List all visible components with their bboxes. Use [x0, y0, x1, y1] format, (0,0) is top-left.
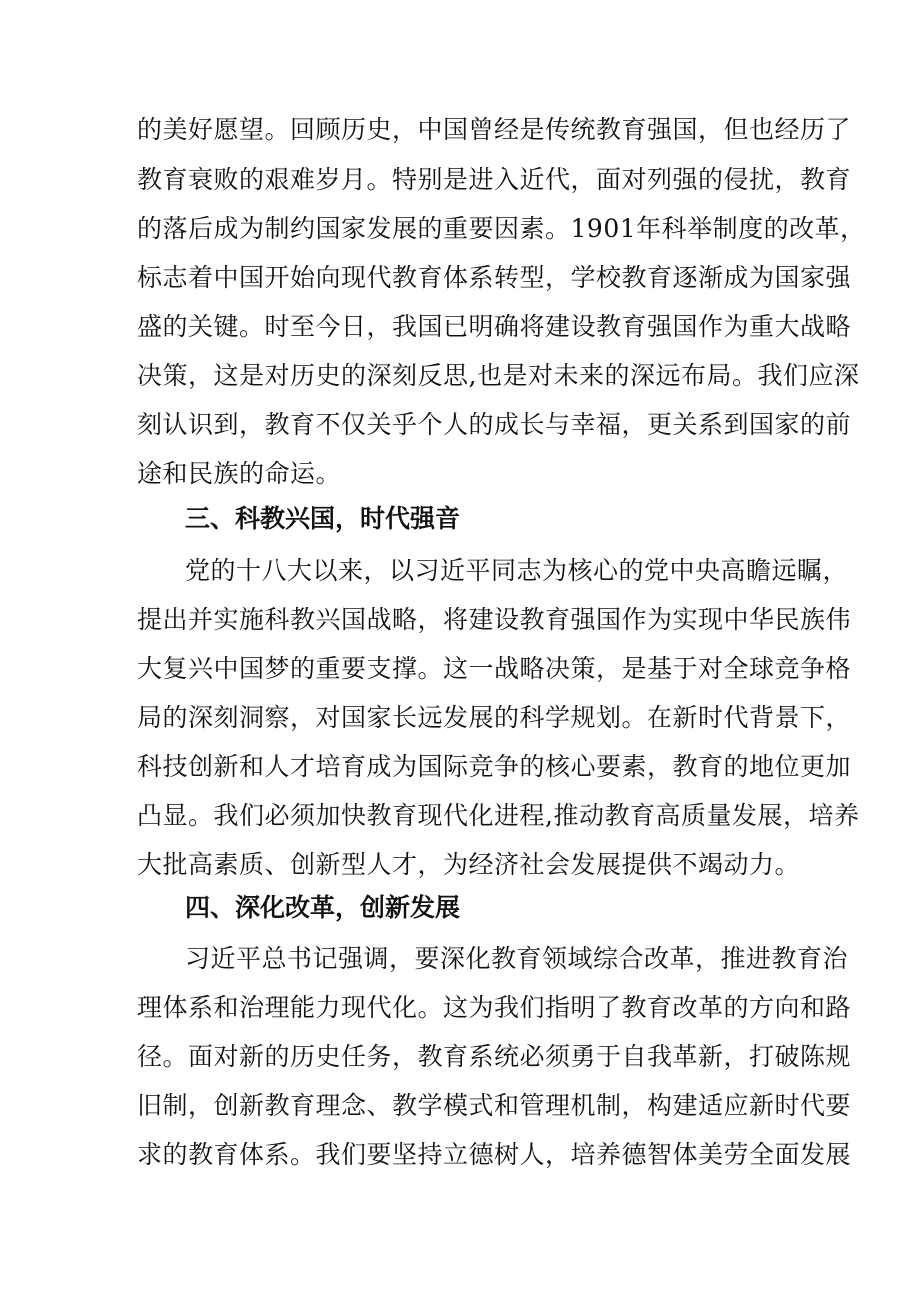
paragraph-line: 大批高素质、创新型人才，为经济社会发展提供不竭动力。: [137, 850, 801, 879]
paragraph-line: 决策，这是对历史的深刻反思,也是对未来的深远布局。我们应深: [137, 361, 860, 390]
paragraph-line: 科技创新和人才培育成为国际竞争的核心要素，教育的地位更加: [137, 752, 852, 781]
paragraph-line: 途和民族的命运。: [137, 459, 342, 488]
paragraph-line: 大复兴中国梦的重要支撑。这一战略决策，是基于对全球竞争格: [137, 654, 852, 683]
paragraph-line: 盛的关键。时至今日，我国已明确将建设教育强国作为重大战略: [137, 312, 852, 341]
paragraph-line: 凸显。我们必须加快教育现代化进程,推动教育高质量发展，培养: [137, 801, 860, 830]
paragraph-line: 理体系和治理能力现代化。这为我们指明了教育改革的方向和路: [137, 993, 852, 1022]
paragraph-line: 旧制，创新教育理念、教学模式和管理机制，构建适应新时代要: [137, 1091, 852, 1120]
paragraph-line: 习近平总书记强调，要深化教育领域综合改革，推进教育治: [185, 944, 849, 973]
section-heading: 三、科教兴国，时代强音: [185, 504, 461, 533]
paragraph-line: 刻认识到，教育不仅关乎个人的成长与幸福，更关系到国家的前: [137, 410, 852, 439]
paragraph-line: 径。面对新的历史任务，教育系统必须勇于自我革新，打破陈规: [137, 1042, 852, 1071]
section-heading: 四、深化改革，创新发展: [185, 893, 461, 922]
paragraph-line: 标志着中国开始向现代教育体系转型，学校教育逐渐成为国家强: [137, 263, 852, 292]
paragraph-line: 党的十八大以来，以习近平同志为核心的党中央高瞻远瞩，: [185, 556, 849, 585]
paragraph-line: 的落后成为制约国家发展的重要因素。1901年科举制度的改革，: [137, 214, 866, 243]
paragraph-line: 局的深刻洞察，对国家长远发展的科学规划。在新时代背景下，: [137, 703, 852, 732]
paragraph-line: 教育衰败的艰难岁月。特别是进入近代，面对列强的侵扰，教育: [137, 165, 852, 194]
paragraph-line: 的美好愿望。回顾历史，中国曾经是传统教育强国，但也经历了: [137, 115, 852, 144]
paragraph-line: 求的教育体系。我们要坚持立德树人，培养德智体美劳全面发展: [137, 1140, 852, 1169]
paragraph-line: 提出并实施科教兴国战略，将建设教育强国作为实现中华民族伟: [137, 605, 852, 634]
